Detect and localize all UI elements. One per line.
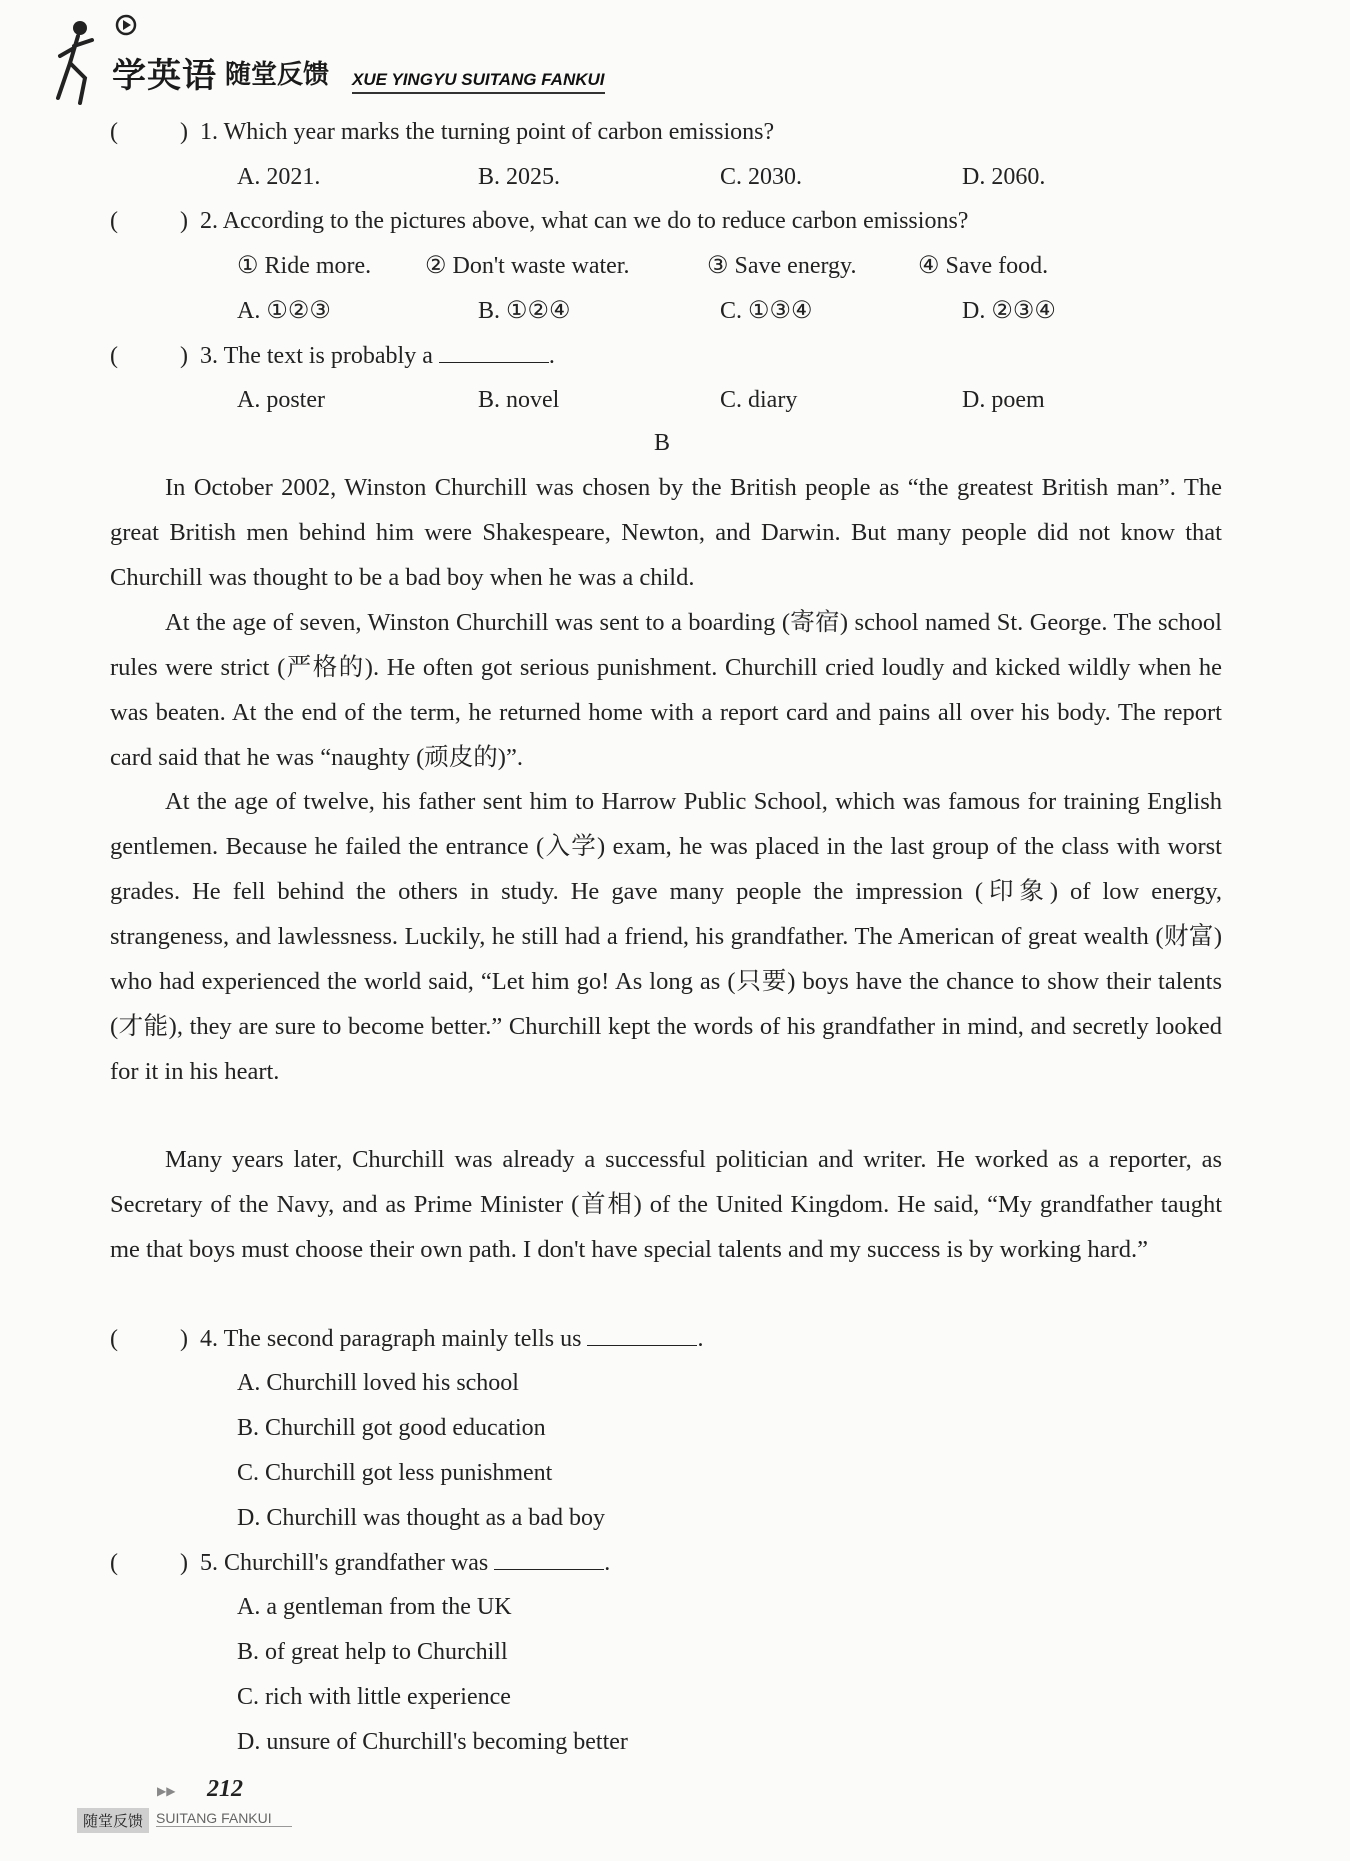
option-d: D. ②③④	[962, 298, 1056, 324]
page-header	[50, 8, 650, 103]
question-text: The second paragraph mainly tells us	[223, 1326, 582, 1352]
fill-blank[interactable]	[439, 340, 549, 363]
answer-paren-close: )	[180, 1326, 188, 1352]
header-title-cn: 学英语	[112, 56, 217, 96]
option-b: B. novel	[478, 387, 560, 413]
answer-paren-open: (	[110, 343, 118, 369]
passage-paragraph: In October 2002, Winston Churchill was chosen by the British people as “the greatest British man”. The great British men behind him were Shakespeare, Newton, and Darwin. But many people did not know that Churchill was thought to be a bad boy when he was a child.	[110, 474, 1222, 591]
question-text: Which year marks the turning point of carbon emissions?	[223, 119, 775, 145]
option-a: A. ①②③	[237, 298, 331, 324]
question-text: According to the pictures above, what can we do to reduce carbon emissions?	[222, 208, 969, 234]
question-3	[110, 340, 555, 371]
option-a: A. 2021.	[237, 164, 321, 190]
question-5	[110, 1547, 610, 1578]
option-a: A. poster	[237, 387, 325, 413]
passage-paragraph: Many years later, Churchill was already a successful politician and writer. He worked as a reporter, as Secretary of the Navy, and as Prime Minister (首相) of the United Kingdom. He said, “My grandfather taught me that boys must choose their own path. I don't have special talents and my success is by working hard.”	[110, 1146, 1222, 1263]
sub-item-3: ③ Save energy.	[707, 253, 857, 279]
option-d: D. unsure of Churchill's becoming better	[237, 1729, 628, 1755]
fill-blank[interactable]	[494, 1547, 604, 1570]
sub-item-1: ① Ride more.	[237, 253, 372, 279]
option-c: C. diary	[720, 387, 798, 413]
sub-item-4: ④ Save food.	[918, 253, 1049, 279]
fill-blank[interactable]	[587, 1323, 697, 1346]
answer-paren-open: (	[110, 208, 118, 234]
option-c: C. 2030.	[720, 164, 803, 190]
question-number: 4.	[200, 1326, 218, 1352]
option-b: B. ①②④	[478, 298, 571, 324]
question-4	[110, 1323, 703, 1354]
question-number: 3.	[200, 343, 218, 369]
question-2	[110, 206, 968, 236]
option-b: B. 2025.	[478, 164, 561, 190]
question-number: 1.	[200, 119, 218, 145]
answer-paren-close: )	[180, 343, 188, 369]
play-icon	[115, 14, 137, 36]
runner-logo-icon	[50, 18, 110, 108]
question-end: .	[548, 343, 555, 369]
answer-paren-open: (	[110, 119, 118, 145]
question-number: 2.	[200, 208, 218, 234]
question-text: The text is probably a	[223, 343, 433, 369]
answer-paren-open: (	[110, 1550, 118, 1576]
option-b: B. of great help to Churchill	[237, 1639, 508, 1665]
question-number: 5.	[200, 1550, 218, 1576]
option-a: A. Churchill loved his school	[237, 1370, 519, 1396]
answer-paren-close: )	[180, 208, 188, 234]
option-c: C. rich with little experience	[237, 1684, 511, 1710]
option-a: A. a gentleman from the UK	[237, 1594, 512, 1620]
option-d: D. poem	[962, 387, 1045, 413]
sub-item-2: ② Don't waste water.	[425, 253, 630, 279]
question-text: Churchill's grandfather was	[224, 1550, 489, 1576]
option-d: D. 2060.	[962, 164, 1046, 190]
passage-paragraph: At the age of seven, Winston Churchill was sent to a boarding (寄宿) school named St. George. The school rules were strict (严格的). He often got serious punishment. Churchill cried loudly and kicked wildly when he was beaten. At the end of the term, he returned home with a report card and pains all over his body. The report card said that he was “naughty (顽皮的)”.	[110, 609, 1222, 771]
question-end: .	[604, 1550, 611, 1576]
answer-paren-open: (	[110, 1326, 118, 1352]
option-b: B. Churchill got good education	[237, 1415, 546, 1441]
footer-label-cn: 随堂反馈	[77, 1808, 149, 1833]
footer-label-en: SUITANG FANKUI	[156, 1810, 292, 1827]
answer-paren-close: )	[180, 1550, 188, 1576]
option-c: C. Churchill got less punishment	[237, 1460, 553, 1486]
answer-paren-close: )	[180, 119, 188, 145]
footer-arrow-icon: ▶▶	[157, 1784, 176, 1798]
section-title: B	[654, 430, 671, 456]
passage-paragraph: At the age of twelve, his father sent him to Harrow Public School, which was famous for training English gentlemen. Because he failed the entrance (入学) exam, he was placed in the last group of the class with worst grades. He fell behind the others in study. He gave many people the impression (印象) of low energy, strangeness, and lawlessness. Luckily, he still had a friend, his grandfather. The American of great wealth (财富) who had experienced the world said, “Let him go! As long as (只要) boys have the chance to show their talents (才能), they are sure to become better.” Churchill kept the words of his grandfather in mind, and secretly looked for it in his heart.	[110, 788, 1222, 1085]
header-title-en: XUE YINGYU SUITANG FANKUI	[352, 70, 605, 94]
header-subtitle-cn: 随堂反馈	[225, 60, 330, 90]
option-c: C. ①③④	[720, 298, 813, 324]
page-number: 212	[207, 1776, 243, 1802]
option-d: D. Churchill was thought as a bad boy	[237, 1505, 605, 1531]
question-1	[110, 117, 774, 147]
question-end: .	[697, 1326, 704, 1352]
